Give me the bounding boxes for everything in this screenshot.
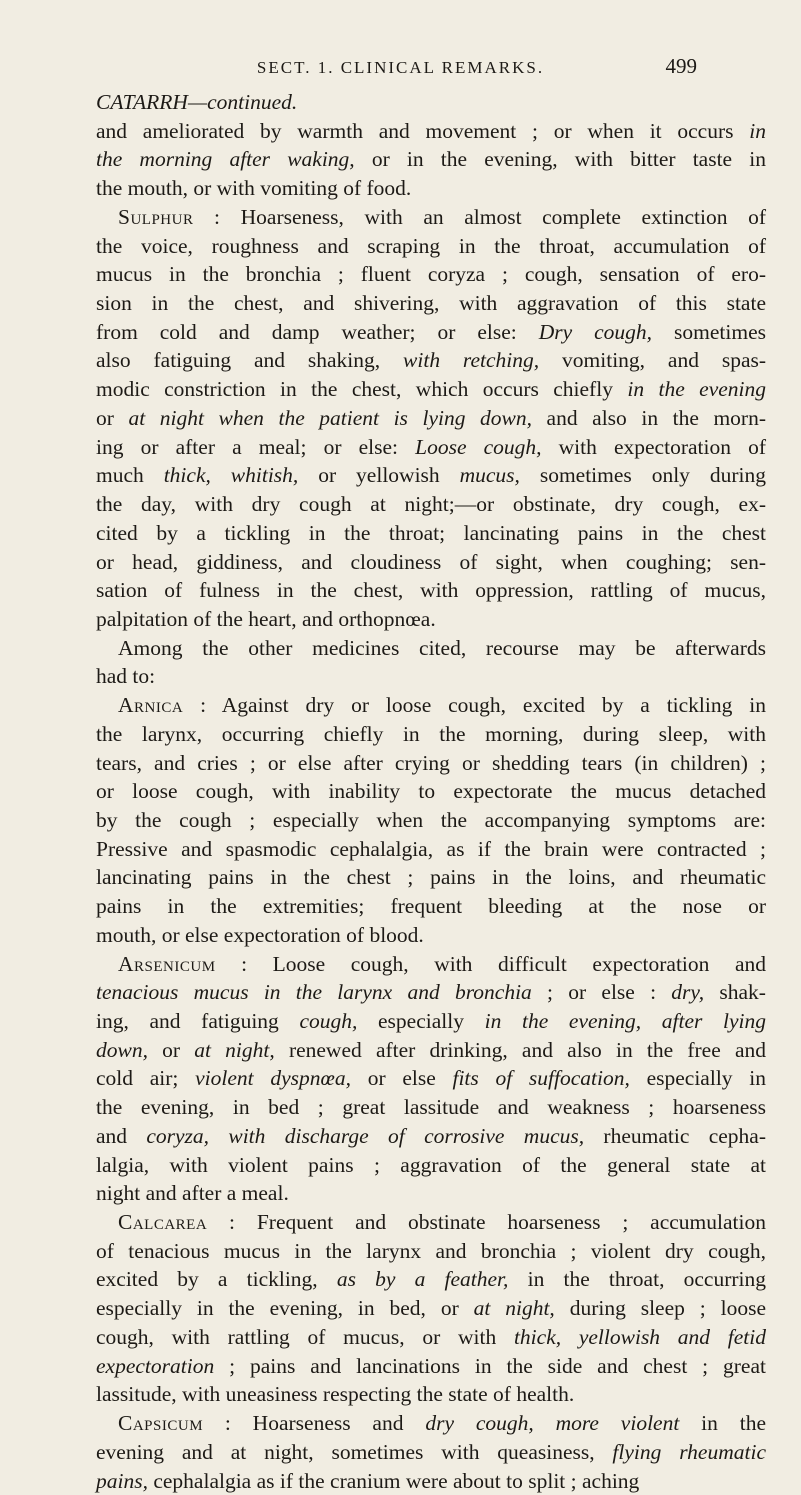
text-run: the mouth, or with vomiting of food. bbox=[96, 176, 411, 200]
text-run: night and after a meal. bbox=[96, 1181, 289, 1205]
text-line bbox=[96, 145, 766, 174]
text-line bbox=[96, 892, 766, 921]
text-run: the larynx, occurring chiefly in the morning, during sleep, with bbox=[96, 722, 766, 746]
italic-text: at night when the patient is lying down, bbox=[128, 406, 532, 430]
text-run: pains in the extremities; frequent bleeding at the nose or bbox=[96, 894, 766, 918]
text-run: from cold and damp weather; or else: bbox=[96, 320, 539, 344]
text-run: by the cough ; especially when the accompanying symptoms are: bbox=[96, 808, 766, 832]
italic-text: fits of suffocation, bbox=[452, 1066, 629, 1090]
text-line bbox=[96, 978, 766, 1007]
text-run: lassitude, with uneasiness respecting the state of health. bbox=[96, 1382, 574, 1406]
text-line bbox=[96, 1237, 766, 1266]
text-line bbox=[96, 1352, 766, 1381]
italic-text: dry, bbox=[671, 980, 704, 1004]
text-run: : Loose cough, with difficult expectoration and bbox=[216, 952, 766, 976]
italic-text: at night, bbox=[474, 1296, 555, 1320]
text-line bbox=[96, 260, 766, 289]
text-run: in the throat, occurring bbox=[508, 1267, 766, 1291]
text-line bbox=[96, 1179, 766, 1208]
text-line bbox=[96, 1064, 766, 1093]
text-run: : Hoarseness, with an almost complete extinction of bbox=[193, 205, 766, 229]
remedy-name: Arnica bbox=[118, 693, 183, 717]
text-line bbox=[96, 691, 766, 720]
italic-text: CATARRH—continued. bbox=[96, 90, 297, 114]
text-run: sometimes only during bbox=[520, 463, 766, 487]
text-run: or in the evening, with bitter taste in bbox=[355, 147, 766, 171]
text-run: or yellowish bbox=[298, 463, 459, 487]
text-run: excited by a tickling, bbox=[96, 1267, 337, 1291]
text-run: the day, with dry cough at night;—or obstinate, dry cough, ex- bbox=[96, 492, 766, 516]
italic-text: Dry cough, bbox=[539, 320, 652, 344]
text-run: sation of fulness in the chest, with oppression, rattling of mucus, bbox=[96, 578, 766, 602]
text-line bbox=[96, 433, 766, 462]
text-run: during sleep ; loose bbox=[555, 1296, 766, 1320]
text-line bbox=[96, 346, 766, 375]
text-line bbox=[96, 461, 766, 490]
text-line bbox=[96, 548, 766, 577]
text-run: especially in bbox=[630, 1066, 766, 1090]
italic-text: pains, bbox=[96, 1469, 148, 1493]
italic-text: tenacious mucus in the larynx and bronchia bbox=[96, 980, 532, 1004]
text-run: with expectoration of bbox=[542, 435, 766, 459]
text-run: in the bbox=[679, 1411, 766, 1435]
text-run: ; pains and lancinations in the side and chest ; great bbox=[214, 1354, 766, 1378]
italic-text: Loose cough, bbox=[415, 435, 541, 459]
text-line bbox=[96, 519, 766, 548]
text-run: ing, and fatiguing bbox=[96, 1009, 299, 1033]
text-run: rheumatic cepha- bbox=[584, 1124, 766, 1148]
italic-text: thick, yellowish and fetid bbox=[514, 1325, 766, 1349]
text-run: of tenacious mucus in the larynx and bronchia ; violent dry cough, bbox=[96, 1239, 766, 1263]
remedy-name: Capsicum bbox=[118, 1411, 203, 1435]
italic-text: in bbox=[749, 119, 766, 143]
text-run: the evening, in bed ; great lassitude and weakness ; hoarseness bbox=[96, 1095, 766, 1119]
text-line bbox=[96, 605, 766, 634]
text-line bbox=[96, 117, 766, 146]
text-line bbox=[96, 1294, 766, 1323]
text-run: or else bbox=[351, 1066, 453, 1090]
section-heading bbox=[96, 88, 766, 117]
text-run: especially bbox=[357, 1009, 484, 1033]
page-number: 499 bbox=[666, 54, 698, 79]
body-text bbox=[96, 88, 766, 1495]
text-line bbox=[96, 1093, 766, 1122]
running-head: SECT. 1. CLINICAL REMARKS. bbox=[0, 58, 801, 78]
italic-text: with retching, bbox=[403, 348, 539, 372]
text-line bbox=[96, 1208, 766, 1237]
text-line bbox=[96, 1380, 766, 1409]
text-run: much bbox=[96, 463, 164, 487]
italic-text: in the evening bbox=[627, 377, 766, 401]
italic-text: expectoration bbox=[96, 1354, 214, 1378]
text-line bbox=[96, 749, 766, 778]
text-run: cited by a tickling in the throat; lancinating pains in the chest bbox=[96, 521, 766, 545]
text-run: and bbox=[96, 1124, 146, 1148]
remedy-name: Arsenicum bbox=[118, 952, 216, 976]
text-line bbox=[96, 1409, 766, 1438]
text-run: ing or after a meal; or else: bbox=[96, 435, 415, 459]
text-run: evening and at night, sometimes with queasiness, bbox=[96, 1440, 612, 1464]
text-run: also fatiguing and shaking, bbox=[96, 348, 403, 372]
remedy-name: Calcarea bbox=[118, 1210, 207, 1234]
text-line bbox=[96, 1467, 766, 1495]
text-line bbox=[96, 490, 766, 519]
text-line bbox=[96, 863, 766, 892]
text-line bbox=[96, 289, 766, 318]
text-line bbox=[96, 662, 766, 691]
italic-text: as by a feather, bbox=[337, 1267, 509, 1291]
italic-text: coryza, with discharge of corrosive mucus, bbox=[146, 1124, 584, 1148]
italic-text: in the evening, after lying bbox=[485, 1009, 766, 1033]
italic-text: the morning after waking, bbox=[96, 147, 355, 171]
italic-text: down, bbox=[96, 1038, 148, 1062]
text-run: : Frequent and obstinate hoarseness ; accumulation bbox=[207, 1210, 766, 1234]
text-run: lalgia, with violent pains ; aggravation of the general state at bbox=[96, 1153, 766, 1177]
text-run: had to: bbox=[96, 664, 155, 688]
text-line bbox=[96, 404, 766, 433]
text-run: lancinating pains in the chest ; pains in the loins, and rheumatic bbox=[96, 865, 766, 889]
text-run: Pressive and spasmodic cephalalgia, as if the brain were contracted ; bbox=[96, 837, 766, 861]
italic-text: thick, whitish, bbox=[164, 463, 299, 487]
italic-text: flying rheumatic bbox=[612, 1440, 766, 1464]
text-run: modic constriction in the chest, which occurs chiefly bbox=[96, 377, 627, 401]
text-run: renewed after drinking, and also in the free and bbox=[275, 1038, 766, 1062]
text-line bbox=[96, 203, 766, 232]
text-run: vomiting, and spas- bbox=[539, 348, 766, 372]
text-line bbox=[96, 318, 766, 347]
text-line bbox=[96, 232, 766, 261]
text-run: sion in the chest, and shivering, with aggravation of this state bbox=[96, 291, 766, 315]
text-line bbox=[96, 634, 766, 663]
text-run: sometimes bbox=[652, 320, 766, 344]
text-line bbox=[96, 1151, 766, 1180]
text-line bbox=[96, 1265, 766, 1294]
text-run: or bbox=[148, 1038, 194, 1062]
text-line bbox=[96, 1007, 766, 1036]
text-run: palpitation of the heart, and orthopnœa. bbox=[96, 607, 436, 631]
italic-text: dry cough, more violent bbox=[425, 1411, 679, 1435]
italic-text: at night, bbox=[194, 1038, 274, 1062]
text-line bbox=[96, 174, 766, 203]
text-run: or bbox=[96, 406, 128, 430]
text-line bbox=[96, 375, 766, 404]
text-line bbox=[96, 950, 766, 979]
text-run: ; or else : bbox=[532, 980, 672, 1004]
remedy-name: Sulphur bbox=[118, 205, 193, 229]
text-run: and ameliorated by warmth and movement ; or when it occurs bbox=[96, 119, 749, 143]
text-run: or loose cough, with inability to expectorate the mucus detached bbox=[96, 779, 766, 803]
page-header bbox=[0, 54, 801, 84]
text-line bbox=[96, 777, 766, 806]
text-line bbox=[96, 720, 766, 749]
text-run: Among the other medicines cited, recourse may be afterwards bbox=[118, 636, 766, 660]
text-run: mucus in the bronchia ; fluent coryza ; cough, sensation of ero- bbox=[96, 262, 766, 286]
text-run: : Against dry or loose cough, excited by a tickling in bbox=[183, 693, 766, 717]
text-run: shak- bbox=[704, 980, 766, 1004]
text-line bbox=[96, 835, 766, 864]
text-line bbox=[96, 576, 766, 605]
text-run: cough, with rattling of mucus, or with bbox=[96, 1325, 514, 1349]
text-run: especially in the evening, in bed, or bbox=[96, 1296, 474, 1320]
text-run: mouth, or else expectoration of blood. bbox=[96, 923, 424, 947]
text-run: tears, and cries ; or else after crying or shedding tears (in children) ; bbox=[96, 751, 766, 775]
text-line bbox=[96, 1438, 766, 1467]
text-line bbox=[96, 1323, 766, 1352]
text-line bbox=[96, 921, 766, 950]
italic-text: mucus, bbox=[460, 463, 520, 487]
italic-text: cough, bbox=[299, 1009, 357, 1033]
text-line bbox=[96, 1122, 766, 1151]
text-run: and also in the morn- bbox=[532, 406, 766, 430]
text-run: : Hoarseness and bbox=[203, 1411, 425, 1435]
text-run: or head, giddiness, and cloudiness of sight, when coughing; sen- bbox=[96, 550, 766, 574]
text-run: cephalalgia as if the cranium were about to split ; aching bbox=[148, 1469, 639, 1493]
italic-text: violent dyspnœa, bbox=[195, 1066, 351, 1090]
text-run: the voice, roughness and scraping in the throat, accumulation of bbox=[96, 234, 766, 258]
text-line bbox=[96, 1036, 766, 1065]
text-run: cold air; bbox=[96, 1066, 195, 1090]
text-line bbox=[96, 806, 766, 835]
